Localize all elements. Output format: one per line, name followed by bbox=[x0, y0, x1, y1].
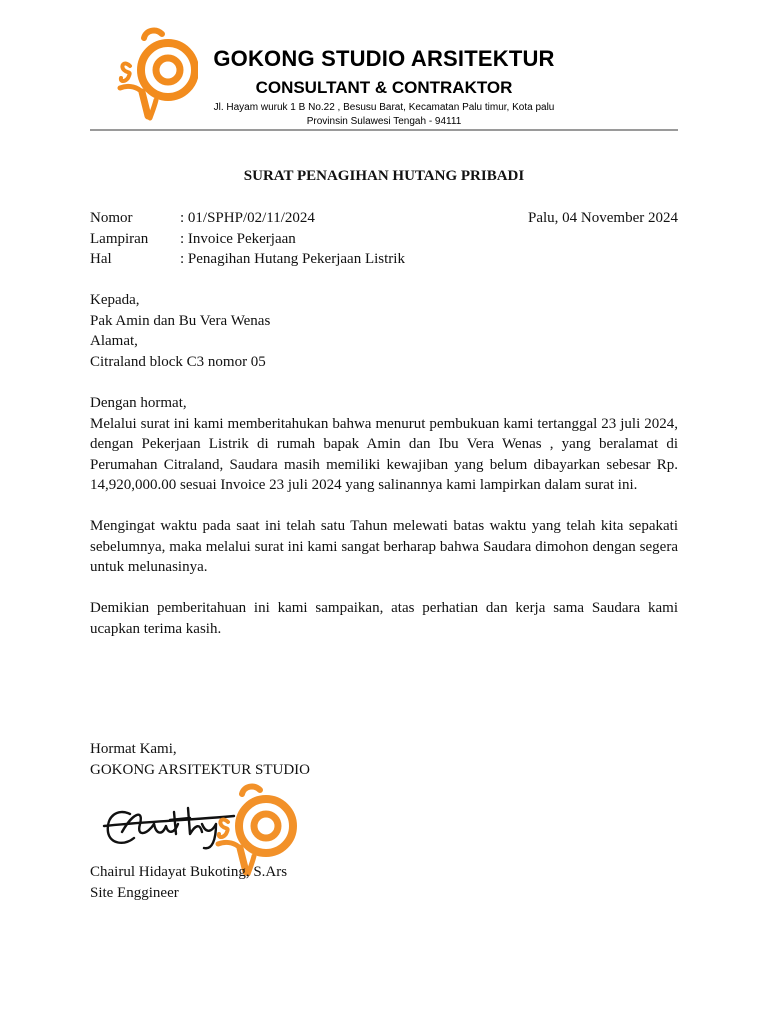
recipient-address: Citraland block C3 nomor 05 bbox=[90, 353, 266, 370]
letter-meta bbox=[90, 208, 678, 270]
closing-company: GOKONG ARSITEKTUR STUDIO bbox=[90, 761, 310, 778]
letter-date: Palu, 04 November 2024 bbox=[528, 210, 678, 226]
signer-title: Site Enggineer bbox=[90, 884, 179, 901]
paragraph-2: Mengingat waktu pada saat ini telah satu Tahun melewati batas waktu yang telah kita sepakati sebelumnya, maka melalui surat ini kami sangat berharap bahwa Saudara dimohon dengan segera untuk melunasinya. bbox=[90, 518, 678, 576]
company-name: GOKONG STUDIO ARSITEKTUR bbox=[213, 46, 555, 71]
opening-salutation: Dengan hormat, bbox=[90, 395, 187, 411]
meta-row-lampiran bbox=[90, 229, 678, 250]
company-logo-icon bbox=[116, 26, 198, 122]
body-block-1 bbox=[90, 393, 678, 496]
header-divider bbox=[90, 129, 678, 131]
signer-name: Chairul Hidayat Bukoting, S.Ars bbox=[90, 864, 288, 880]
address-line-2: Provinsin Sulawesi Tengah - 94111 bbox=[306, 116, 462, 127]
recipient-address-label: Alamat, bbox=[90, 333, 138, 350]
address-line-1: Jl. Hayam wuruk 1 B No.22 , Besusu Barat, Kecamatan Palu timur, Kota palu bbox=[213, 102, 555, 113]
meta-value: : Invoice Pekerjaan bbox=[180, 230, 296, 247]
meta-value: : 01/SPHP/02/11/2024 bbox=[180, 210, 315, 226]
paragraph-1: Melalui surat ini kami memberitahukan bahwa menurut pembukuan kami tertanggal 23 juli 2024, dengan Pekerjaan Listrik di rumah bapak Amin dan Ibu Vera Wenas , yang beralamat di Perumahan Citraland, Saudara masih memiliki kewajiban yang belum dibayarkan sebesar Rp. 14,920,000.00 sesuai Invoice 23 juli 2024 yang salinannya kami lampirkan dalam surat ini. bbox=[90, 415, 678, 494]
recipient-name: Pak Amin dan Bu Vera Wenas bbox=[90, 312, 271, 329]
company-subtitle: CONSULTANT & CONTRAKTOR bbox=[255, 78, 513, 97]
signature-area bbox=[100, 780, 300, 870]
paragraph-3: Demikian pemberitahuan ini kami sampaikan, atas perhatian dan kerja sama Saudara kami ucapkan terima kasih. bbox=[90, 600, 678, 637]
meta-label: Hal bbox=[90, 251, 112, 268]
meta-value: : Penagihan Hutang Pekerjaan Listrik bbox=[180, 251, 405, 268]
meta-label: Lampiran bbox=[90, 230, 149, 247]
company-address bbox=[200, 101, 568, 129]
signer-block bbox=[90, 862, 678, 903]
closing-salutation: Hormat Kami, bbox=[90, 741, 177, 757]
meta-label: Nomor bbox=[90, 210, 133, 226]
closing-block bbox=[90, 739, 678, 780]
letter-title: SURAT PENAGIHAN HUTANG PRIBADI bbox=[243, 168, 525, 184]
recipient-greeting: Kepada, bbox=[90, 292, 140, 308]
meta-row-hal bbox=[90, 249, 678, 270]
recipient-block bbox=[90, 290, 678, 372]
